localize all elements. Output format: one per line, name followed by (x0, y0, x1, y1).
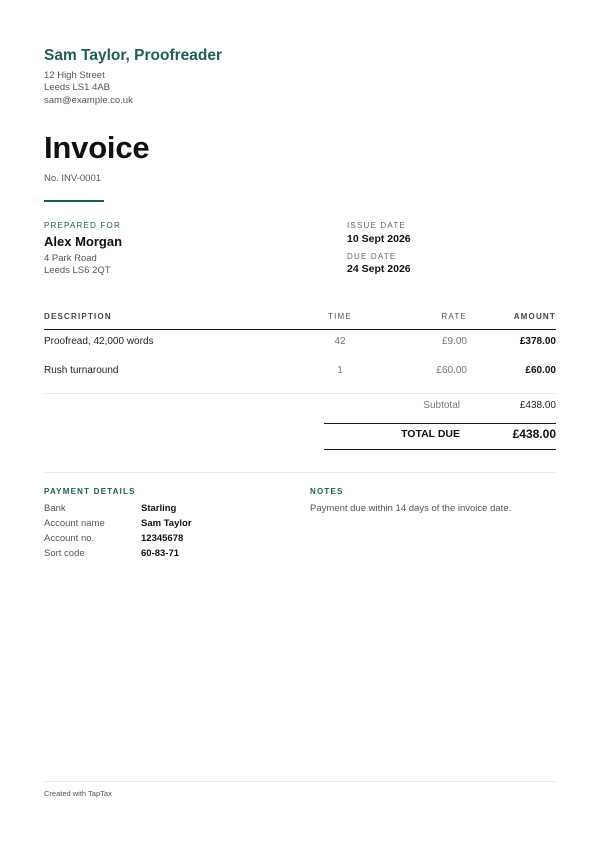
payment-bank-value: Starling (141, 503, 177, 514)
row-1-amount: £378.00 (519, 336, 556, 347)
total-due-value: £438.00 (512, 427, 556, 441)
row-2-description: Rush turnaround (44, 365, 119, 376)
total-bottom-rule (324, 449, 556, 450)
row-2-time: 1 (337, 365, 343, 376)
column-header-description: DESCRIPTION (44, 312, 112, 321)
column-header-rate: RATE (441, 312, 467, 321)
invoice-number: No. INV-0001 (44, 173, 102, 184)
subtotal-value: £438.00 (519, 400, 556, 411)
footer-rule (44, 781, 556, 782)
client-address-line-2: Leeds LS6 2QT (44, 265, 111, 276)
notes-text: Payment due within 14 days of the invoice date. (310, 503, 512, 514)
notes-label: NOTES (310, 487, 344, 496)
payment-sort-code-key: Sort code (44, 548, 85, 559)
row-1-rate: £9.00 (441, 336, 467, 347)
business-address-line-1: 12 High Street (44, 70, 105, 81)
invoice-title: Invoice (44, 130, 150, 165)
payment-details-label: PAYMENT DETAILS (44, 487, 136, 496)
title-accent-rule (44, 200, 104, 202)
column-header-amount: AMOUNT (513, 312, 556, 321)
table-body-rule (44, 393, 556, 394)
row-2-amount: £60.00 (525, 365, 556, 376)
issue-date-value: 10 Sept 2026 (347, 233, 411, 245)
business-name: Sam Taylor, Proofreader (44, 47, 223, 64)
business-email: sam@example.co.uk (44, 95, 133, 106)
column-header-time: TIME (328, 312, 352, 321)
payment-sort-code-value: 60-83-71 (141, 548, 180, 559)
payment-account-name-value: Sam Taylor (141, 518, 192, 529)
prepared-for-label: PREPARED FOR (44, 221, 121, 230)
client-name: Alex Morgan (44, 234, 123, 249)
section-divider (44, 472, 556, 473)
due-date-value: 24 Sept 2026 (347, 263, 411, 275)
subtotal-label: Subtotal (423, 400, 460, 411)
table-header-rule (44, 329, 556, 330)
due-date-label: DUE DATE (347, 252, 397, 261)
payment-account-no-key: Account no. (44, 533, 95, 544)
row-1-time: 42 (334, 336, 346, 347)
total-top-rule (324, 423, 556, 424)
client-address-line-1: 4 Park Road (44, 253, 97, 264)
row-2-rate: £60.00 (436, 365, 467, 376)
payment-bank-key: Bank (44, 503, 66, 514)
total-due-label: TOTAL DUE (401, 428, 460, 440)
issue-date-label: ISSUE DATE (347, 221, 406, 230)
payment-account-no-value: 12345678 (141, 533, 184, 544)
footer-text: Created with TapTax (44, 789, 112, 798)
row-1-description: Proofread, 42,000 words (44, 336, 154, 347)
business-address-line-2: Leeds LS1 4AB (44, 82, 111, 93)
payment-account-name-key: Account name (44, 518, 105, 529)
